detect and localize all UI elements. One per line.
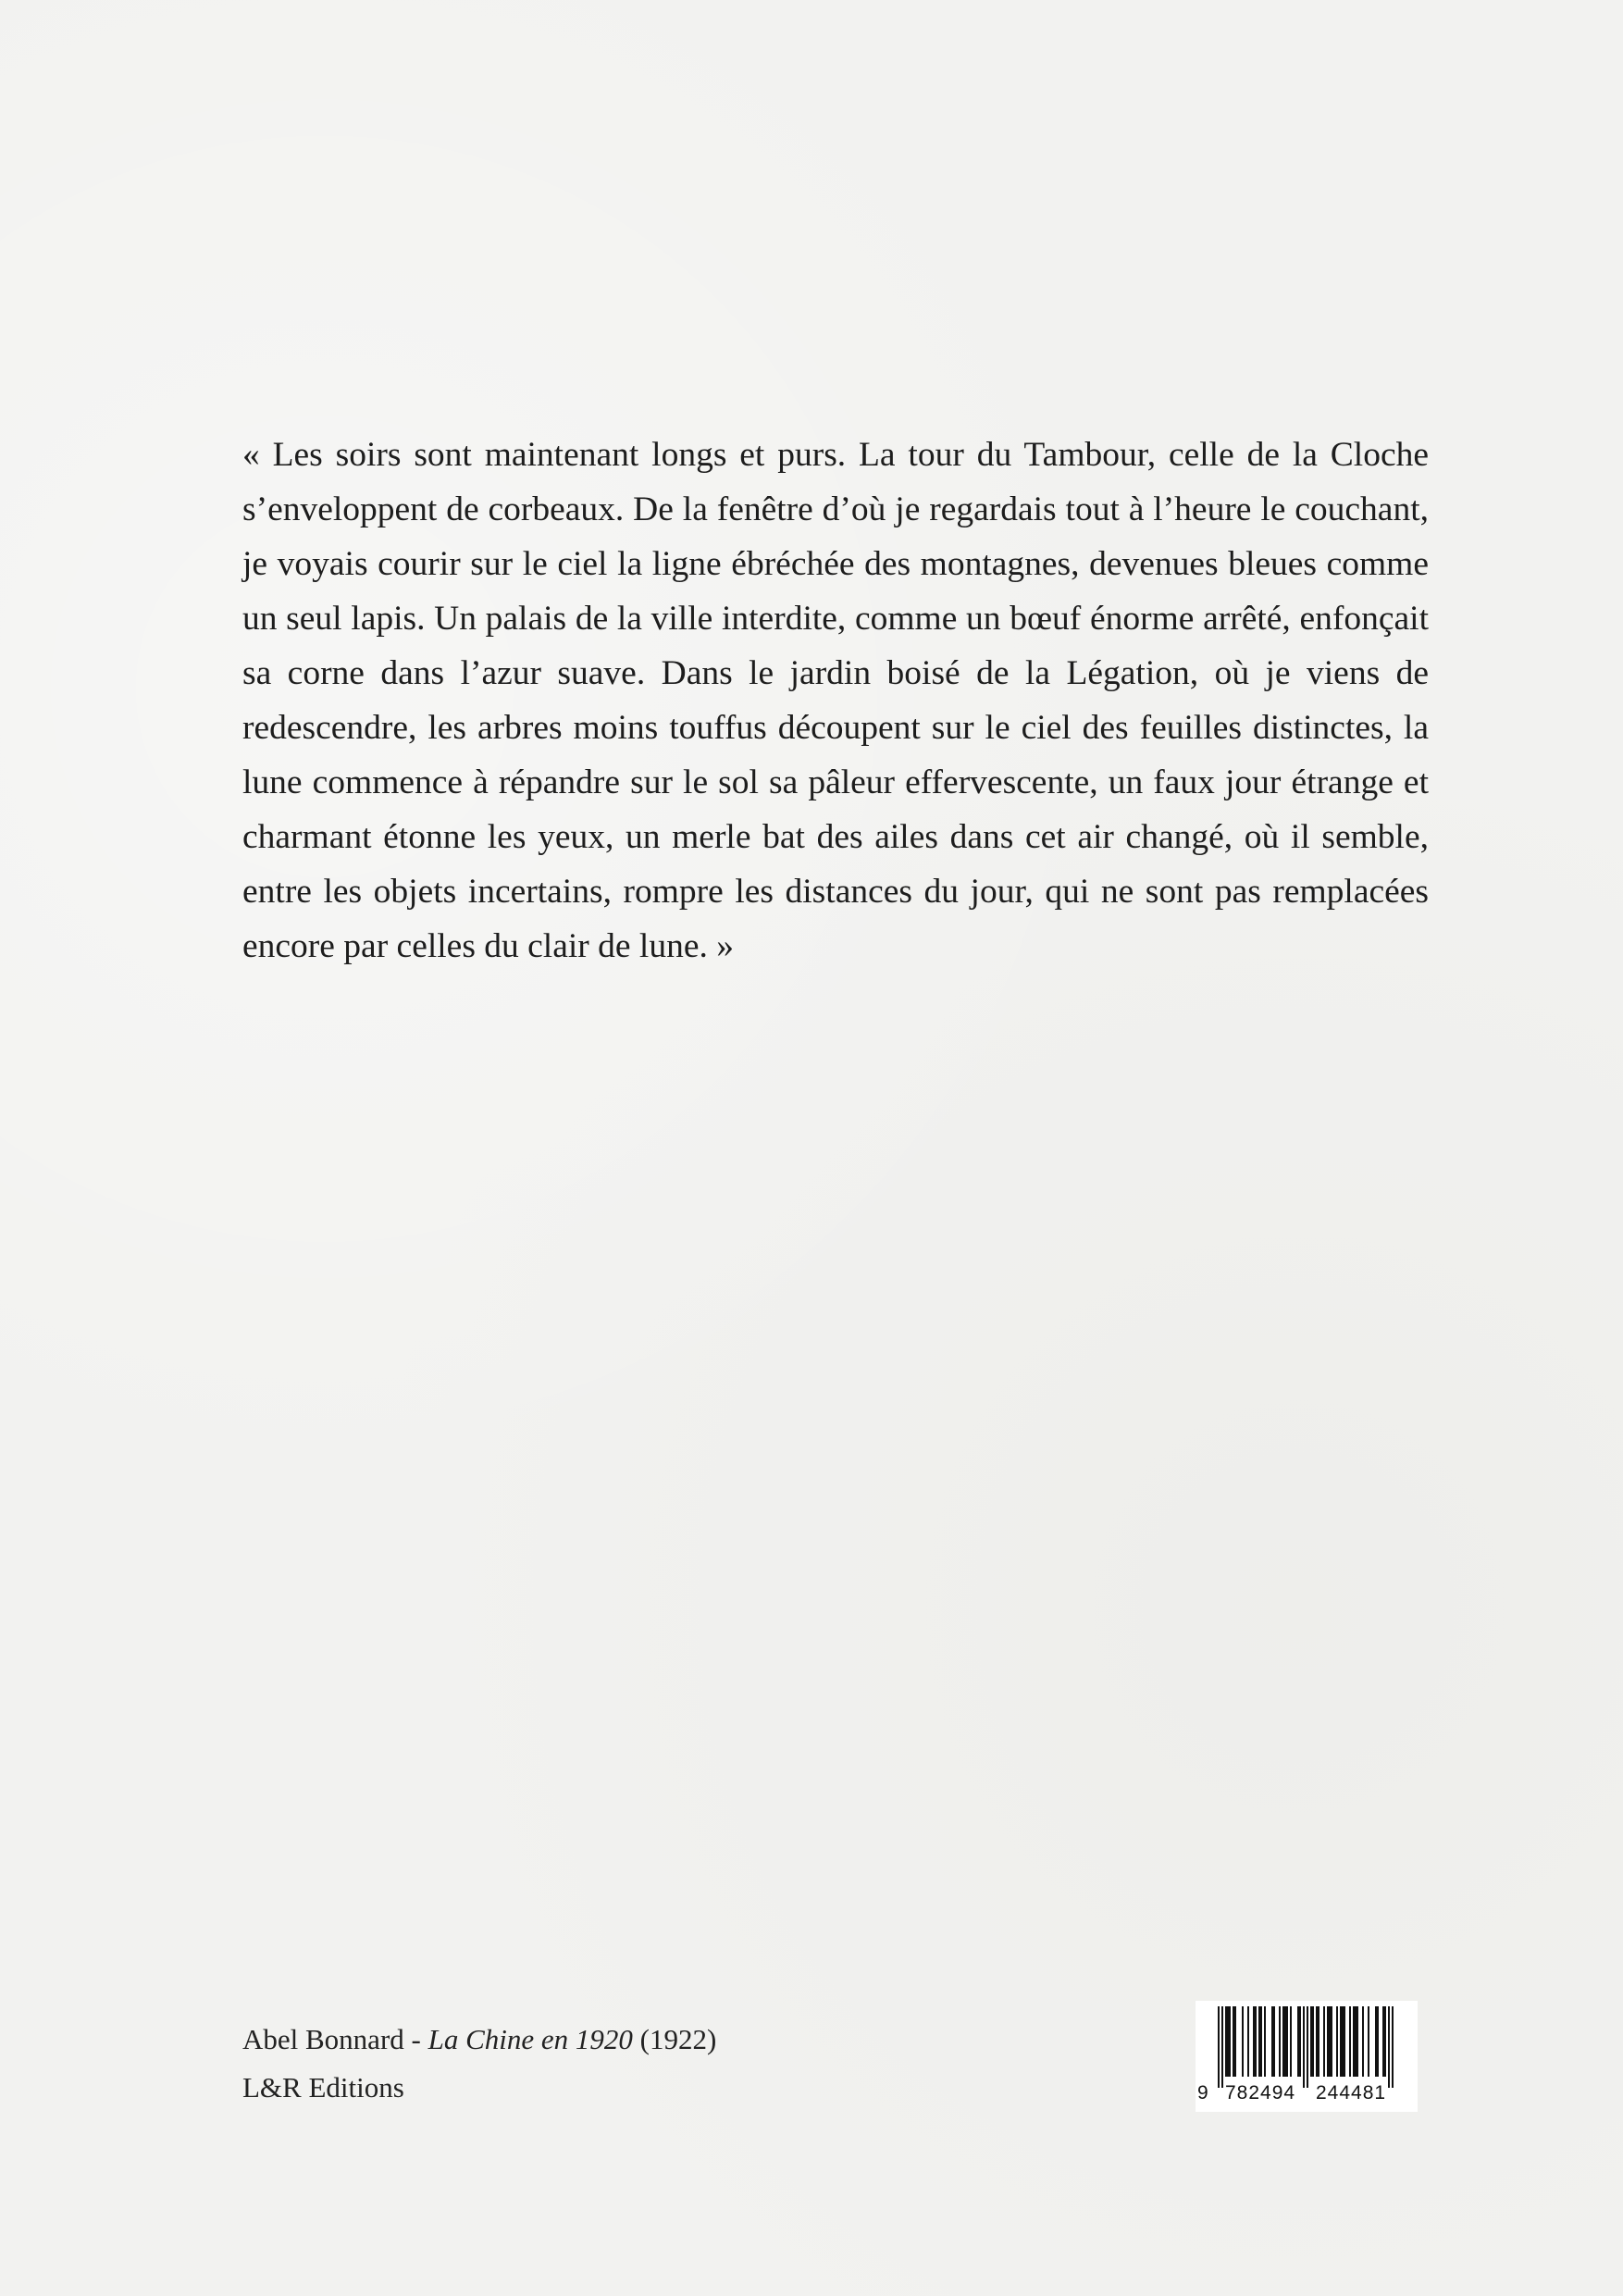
barcode-bar — [1329, 2006, 1331, 2077]
barcode-bar — [1342, 2006, 1344, 2077]
barcode-bar — [1233, 2006, 1234, 2077]
barcode-bar — [1271, 2006, 1273, 2077]
barcode-bar — [1353, 2006, 1355, 2077]
barcode-first-digit: 9 — [1197, 2082, 1209, 2104]
barcode-bar — [1340, 2006, 1342, 2077]
author-separator: - — [403, 2023, 428, 2055]
quote-text: « Les soirs sont maintenant longs et purs. La tour du Tambour, celle de la Cloche s’enveloppent de corbeaux. De la fenêtre d’où je regardais tout à l’heure le couchant, je voyais courir sur le ciel la ligne ébréchée des montagnes, devenues bleues comme un seul lapis. Un palais de la ville interdite, comme un bœuf énorme arrêté, enfonçait sa corne dans l’azur suave. Dans le jardin boisé de la Légation, où je viens de redescendre, les arbres moins touffus découpent sur le ciel des feuilles distinctes, la lune commence à répandre sur le sol sa pâleur effervescente, un faux jour étrange et charmant étonne les yeux, un merle bat des ailes dans cet air changé, où il semble, entre les objets incertains, rompre les distances du jour, qui ne sont pas remplacées encore par celles du clair de lune. » — [242, 436, 1429, 965]
barcode-bar — [1377, 2006, 1379, 2077]
barcode-bar — [1331, 2006, 1332, 2077]
barcode-bar — [1382, 2006, 1384, 2077]
barcode-guard-bar — [1218, 2006, 1220, 2088]
barcode-bar — [1362, 2006, 1364, 2077]
publisher-name: L&R Editions — [242, 2071, 404, 2104]
barcode-bar — [1297, 2006, 1299, 2077]
barcode-bar — [1247, 2006, 1249, 2077]
isbn-barcode — [1196, 2001, 1418, 2112]
barcode-bar — [1355, 2006, 1357, 2077]
barcode-bar — [1225, 2006, 1227, 2077]
barcode-left-group: 782494 — [1225, 2082, 1296, 2104]
barcode-bar — [1242, 2006, 1244, 2077]
barcode-bar — [1327, 2006, 1329, 2077]
barcode-guard-bar — [1307, 2006, 1308, 2088]
barcode-bar — [1273, 2006, 1275, 2077]
barcode-right-group: 244481 — [1316, 2082, 1387, 2104]
barcode-bar — [1357, 2006, 1358, 2077]
barcode-bar — [1258, 2006, 1260, 2077]
book-title: La Chine en 1920 — [427, 2023, 633, 2055]
barcode-bar — [1234, 2006, 1236, 2077]
barcode-bar — [1375, 2006, 1377, 2077]
barcode-bar — [1260, 2006, 1262, 2077]
barcode-bar — [1323, 2006, 1325, 2077]
barcode-bar — [1264, 2006, 1266, 2077]
barcode-bar — [1344, 2006, 1345, 2077]
barcode-bar — [1282, 2006, 1284, 2077]
barcode-bars — [1205, 2006, 1408, 2088]
barcode-bar — [1286, 2006, 1288, 2077]
author-name: Abel Bonnard — [242, 2023, 404, 2055]
barcode-bar — [1227, 2006, 1229, 2077]
barcode-guard-bar — [1388, 2006, 1390, 2088]
barcode-bar — [1284, 2006, 1286, 2077]
credits — [242, 2016, 716, 2112]
barcode-bar — [1312, 2006, 1314, 2077]
author-line — [242, 2016, 716, 2064]
barcode-bar — [1384, 2006, 1386, 2077]
barcode-bar — [1316, 2006, 1318, 2077]
barcode-bar — [1290, 2006, 1292, 2077]
barcode-guard-bar — [1221, 2006, 1223, 2088]
barcode-bar — [1349, 2006, 1351, 2077]
barcode-bar — [1310, 2006, 1312, 2077]
barcode-guard-bar — [1303, 2006, 1305, 2088]
book-year: (1922) — [632, 2023, 717, 2055]
barcode-bar — [1229, 2006, 1231, 2077]
barcode-bar — [1368, 2006, 1369, 2077]
barcode-bar — [1299, 2006, 1301, 2077]
barcode-bar — [1255, 2006, 1257, 2077]
barcode-guard-bar — [1392, 2006, 1394, 2088]
barcode-bar — [1318, 2006, 1319, 2077]
barcode-bar — [1336, 2006, 1338, 2077]
barcode-bar — [1279, 2006, 1281, 2077]
barcode-bar — [1253, 2006, 1255, 2077]
